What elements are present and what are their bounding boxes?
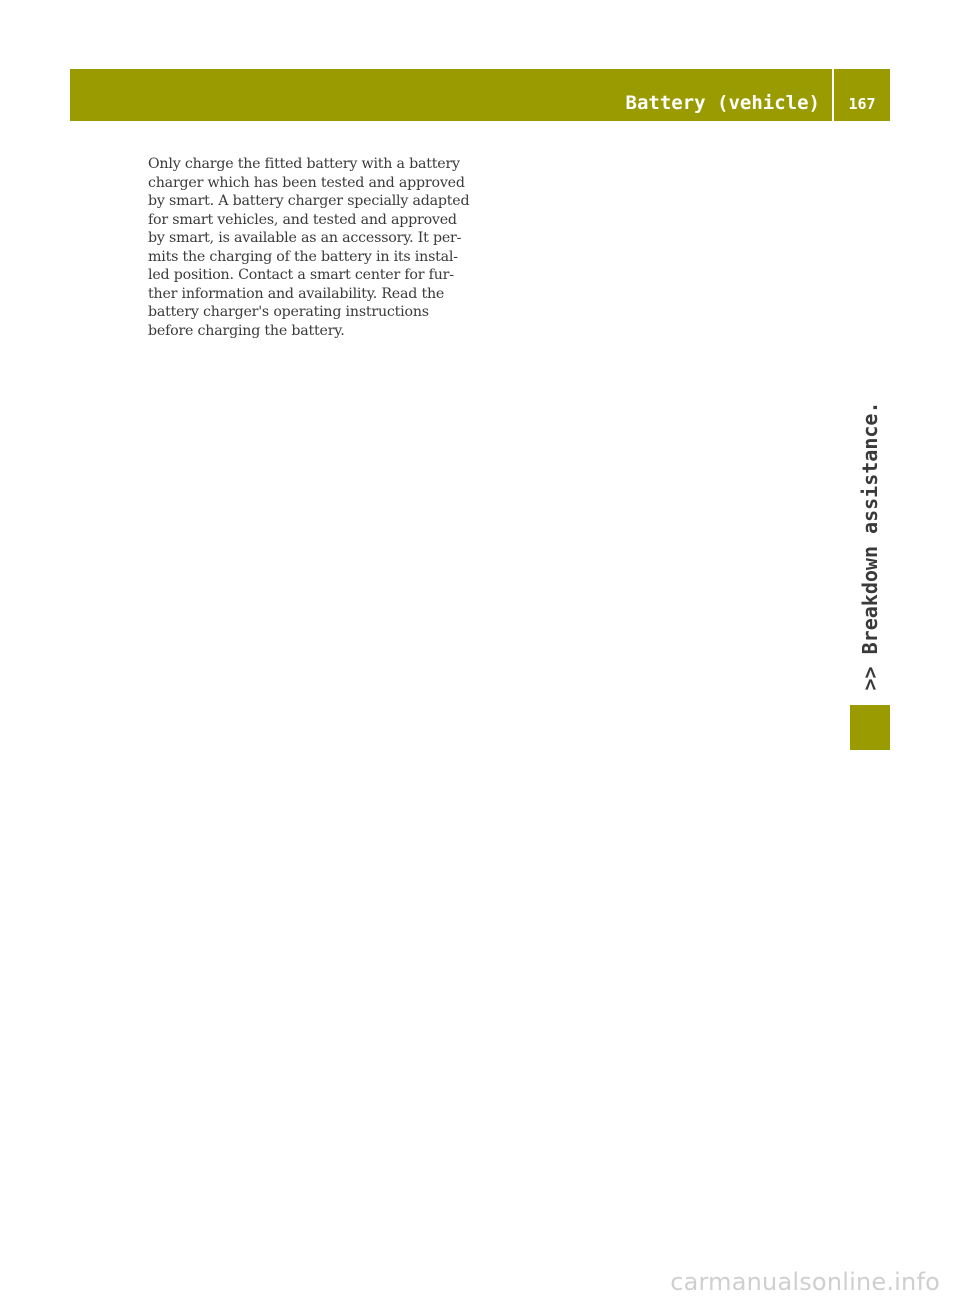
paragraph-line: led position. Contact a smart center for fur- xyxy=(148,267,454,283)
header-bar xyxy=(70,69,832,121)
section-tab-marker xyxy=(850,705,890,750)
paragraph-line: by smart. A battery charger specially adapted xyxy=(148,193,470,209)
paragraph-line: by smart, is available as an accessory. It per- xyxy=(148,230,462,246)
section-side-label: >> Breakdown assistance. xyxy=(858,401,882,691)
page-number: 167 xyxy=(848,95,876,113)
paragraph-line: Only charge the fitted battery with a battery xyxy=(148,156,460,172)
body-paragraph xyxy=(148,155,484,340)
paragraph-line: before charging the battery. xyxy=(148,322,345,339)
watermark: carmanualsonline.info xyxy=(670,1268,940,1296)
paragraph-line: ther information and availability. Read the xyxy=(148,285,445,302)
paragraph-line: charger which has been tested and approved xyxy=(148,174,465,191)
page-number-box xyxy=(834,69,890,121)
paragraph-line: mits the charging of the battery in its instal- xyxy=(148,248,458,265)
paragraph-line: for smart vehicles, and tested and approved xyxy=(148,211,457,228)
paragraph-line: battery charger's operating instructions xyxy=(148,304,429,320)
page-title: Battery (vehicle) xyxy=(625,92,820,114)
